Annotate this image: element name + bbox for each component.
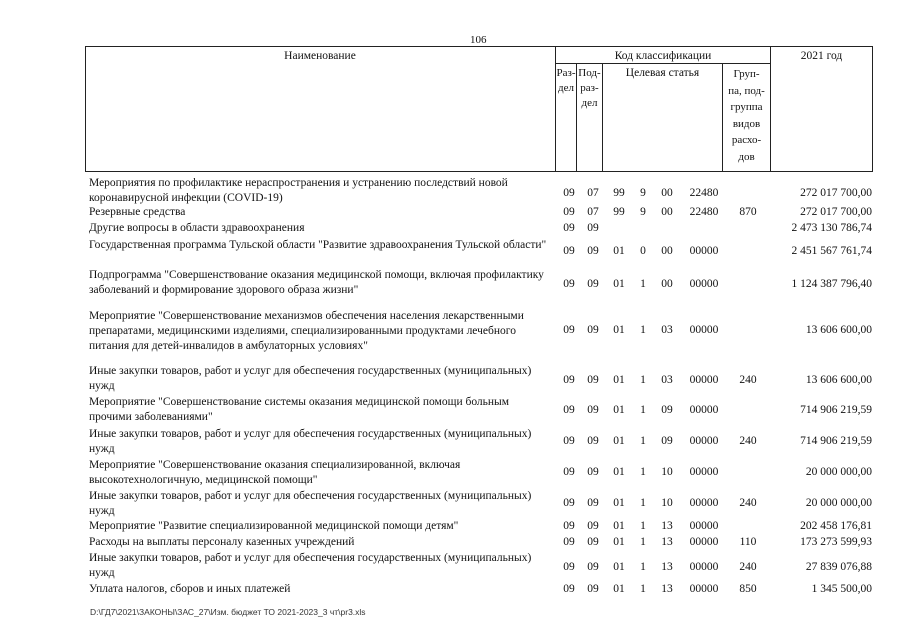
row-pr: 09 [587, 278, 599, 290]
row-t4: 00000 [689, 466, 719, 478]
row-name: Мероприятие "Совершенствование системы оказания медицинской помощи больным прочими заболеваниями" [89, 396, 510, 423]
row-sum: 2 473 130 786,74 [791, 222, 872, 234]
row-t3: 10 [661, 497, 673, 509]
row-t2: 9 [640, 206, 646, 218]
row-sum: 173 273 599,93 [800, 536, 872, 548]
header-podrazdel: Под- раз- дел [578, 67, 601, 109]
row-sum: 1 345 500,00 [811, 583, 872, 595]
row-t3: 13 [661, 561, 673, 573]
row-t1: 01 [613, 404, 625, 416]
header-year: 2021 год [800, 50, 843, 62]
row-rz: 09 [563, 561, 575, 573]
row-name: Уплата налогов, сборов и иных платежей [89, 583, 291, 595]
header-top-border [85, 46, 873, 47]
row-sum: 272 017 700,00 [800, 187, 872, 199]
row-t4: 00000 [689, 245, 719, 257]
row-pr: 09 [587, 222, 599, 234]
row-pr: 09 [587, 561, 599, 573]
row-name: Иные закупки товаров, работ и услуг для обеспечения государственных (муниципальных) нужд [89, 490, 532, 517]
row-pr: 07 [587, 206, 599, 218]
row-t2: 1 [640, 520, 646, 532]
row-pr: 07 [587, 187, 599, 199]
row-pr: 09 [587, 497, 599, 509]
row-t4: 00000 [689, 561, 719, 573]
row-t2: 1 [640, 374, 646, 386]
row-pr: 09 [587, 404, 599, 416]
row-t2: 9 [640, 187, 646, 199]
row-t3: 09 [661, 404, 673, 416]
row-t1: 01 [613, 374, 625, 386]
row-t2: 1 [640, 583, 646, 595]
row-sum: 13 606 600,00 [805, 374, 872, 386]
header-code: Код классификации [614, 50, 712, 62]
page-number: 106 [470, 34, 487, 46]
row-t1: 99 [613, 206, 625, 218]
row-t2: 1 [640, 404, 646, 416]
row-t2: 0 [640, 245, 646, 257]
row-t4: 00000 [689, 278, 719, 290]
row-t1: 01 [613, 583, 625, 595]
row-t4: 00000 [689, 324, 719, 336]
row-name: Расходы на выплаты персоналу казенных учреждений [89, 536, 355, 548]
row-t2: 1 [640, 561, 646, 573]
row-t4: 00000 [689, 536, 719, 548]
row-sum: 13 606 600,00 [805, 324, 872, 336]
row-pr: 09 [587, 520, 599, 532]
row-t4: 00000 [689, 497, 719, 509]
row-t2: 1 [640, 324, 646, 336]
row-rz: 09 [563, 520, 575, 532]
row-rz: 09 [563, 536, 575, 548]
row-name: Подпрограмма "Совершенствование оказания медицинской помощи, включая профилактику заболеваний и формирование здорового образа жизни" [89, 269, 544, 296]
row-sum: 20 000 000,00 [805, 497, 872, 509]
row-sum: 20 000 000,00 [805, 466, 872, 478]
row-t2: 1 [640, 466, 646, 478]
row-name: Другие вопросы в области здравоохранения [89, 222, 305, 234]
header-razdel: Раз- дел [556, 67, 576, 94]
row-t3: 00 [661, 278, 673, 290]
row-t4: 22480 [689, 187, 719, 199]
row-t1: 01 [613, 324, 625, 336]
header-name: Наименование [284, 50, 356, 62]
row-rz: 09 [563, 497, 575, 509]
row-pr: 09 [587, 435, 599, 447]
row-t2: 1 [640, 536, 646, 548]
row-pr: 09 [587, 324, 599, 336]
row-name: Мероприятие "Развитие специализированной медицинской помощи детям" [89, 520, 459, 532]
row-name: Иные закупки товаров, работ и услуг для обеспечения государственных (муниципальных) нужд [89, 428, 532, 455]
row-rz: 09 [563, 206, 575, 218]
row-t4: 00000 [689, 583, 719, 595]
row-rz: 09 [563, 187, 575, 199]
row-sum: 202 458 176,81 [800, 520, 872, 532]
row-t1: 01 [613, 497, 625, 509]
row-t3: 10 [661, 466, 673, 478]
row-t2: 1 [640, 435, 646, 447]
row-vr: 850 [739, 583, 757, 595]
header-right-border [872, 46, 873, 172]
row-sum: 1 124 387 796,40 [791, 278, 872, 290]
header-divider-name [555, 46, 556, 172]
row-sum: 27 839 076,88 [805, 561, 872, 573]
header-bottom-border [85, 171, 873, 172]
row-rz: 09 [563, 324, 575, 336]
row-vr: 110 [739, 536, 757, 548]
row-pr: 09 [587, 374, 599, 386]
row-rz: 09 [563, 466, 575, 478]
row-t3: 00 [661, 206, 673, 218]
row-sum: 2 451 567 761,74 [791, 245, 872, 257]
footer-filepath: D:\ГД7\2021\ЗАКОНЫ\ЗАС_27\Изм. бюджет ТО 2021-2023_3 чт\pr3.xls [90, 607, 366, 617]
row-sum: 714 906 219,59 [800, 404, 872, 416]
row-name: Мероприятия по профилактике нераспространения и устранению последствий новой коронавирусной инфекции (COVID-19) [89, 177, 508, 204]
row-t1: 99 [613, 187, 625, 199]
row-rz: 09 [563, 374, 575, 386]
row-rz: 09 [563, 278, 575, 290]
header-divider-group [770, 46, 771, 172]
row-t1: 01 [613, 466, 625, 478]
row-t3: 13 [661, 520, 673, 532]
row-t4: 00000 [689, 374, 719, 386]
row-t4: 22480 [689, 206, 719, 218]
row-t2: 1 [640, 278, 646, 290]
row-t3: 13 [661, 583, 673, 595]
row-vr: 240 [739, 497, 757, 509]
row-vr: 240 [739, 374, 757, 386]
row-vr: 240 [739, 435, 757, 447]
row-sum: 272 017 700,00 [800, 206, 872, 218]
row-t3: 09 [661, 435, 673, 447]
row-t1: 01 [613, 435, 625, 447]
row-rz: 09 [563, 435, 575, 447]
header-target: Целевая статья [625, 67, 700, 79]
table-header [85, 46, 873, 172]
row-rz: 09 [563, 583, 575, 595]
row-t4: 00000 [689, 404, 719, 416]
row-name: Мероприятие "Совершенствование механизмов обеспечения населения лекарственными препаратами, медицинскими изделиями, специализированными продуктами лечебного питания для детей-инвалидов в амбулаторных условиях" [89, 310, 524, 352]
row-pr: 09 [587, 466, 599, 478]
row-t3: 03 [661, 374, 673, 386]
row-t2: 1 [640, 497, 646, 509]
row-t3: 00 [661, 187, 673, 199]
row-t4: 00000 [689, 520, 719, 532]
row-vr: 870 [739, 206, 757, 218]
row-t1: 01 [613, 245, 625, 257]
row-pr: 09 [587, 536, 599, 548]
header-code-divider [555, 63, 770, 64]
row-name: Государственная программа Тульской области "Развитие здравоохранения Тульской области" [89, 239, 547, 251]
row-name: Иные закупки товаров, работ и услуг для обеспечения государственных (муниципальных) нужд [89, 552, 532, 579]
row-rz: 09 [563, 404, 575, 416]
row-pr: 09 [587, 245, 599, 257]
row-pr: 09 [587, 583, 599, 595]
row-t4: 00000 [689, 435, 719, 447]
row-t1: 01 [613, 278, 625, 290]
row-t1: 01 [613, 561, 625, 573]
row-vr: 240 [739, 561, 757, 573]
row-t3: 13 [661, 536, 673, 548]
row-rz: 09 [563, 222, 575, 234]
row-t3: 03 [661, 324, 673, 336]
row-name: Мероприятие "Совершенствование оказания специализированной, включая высокотехнологичную, медицинской помощи" [89, 459, 461, 486]
header-group: Груп- па, под- группа видов расхо- дов [728, 68, 765, 163]
row-t3: 00 [661, 245, 673, 257]
row-t1: 01 [613, 520, 625, 532]
header-left-border [85, 46, 86, 172]
row-rz: 09 [563, 245, 575, 257]
row-name: Иные закупки товаров, работ и услуг для обеспечения государственных (муниципальных) нужд [89, 365, 532, 392]
row-t1: 01 [613, 536, 625, 548]
row-sum: 714 906 219,59 [800, 435, 872, 447]
row-name: Резервные средства [89, 206, 186, 218]
